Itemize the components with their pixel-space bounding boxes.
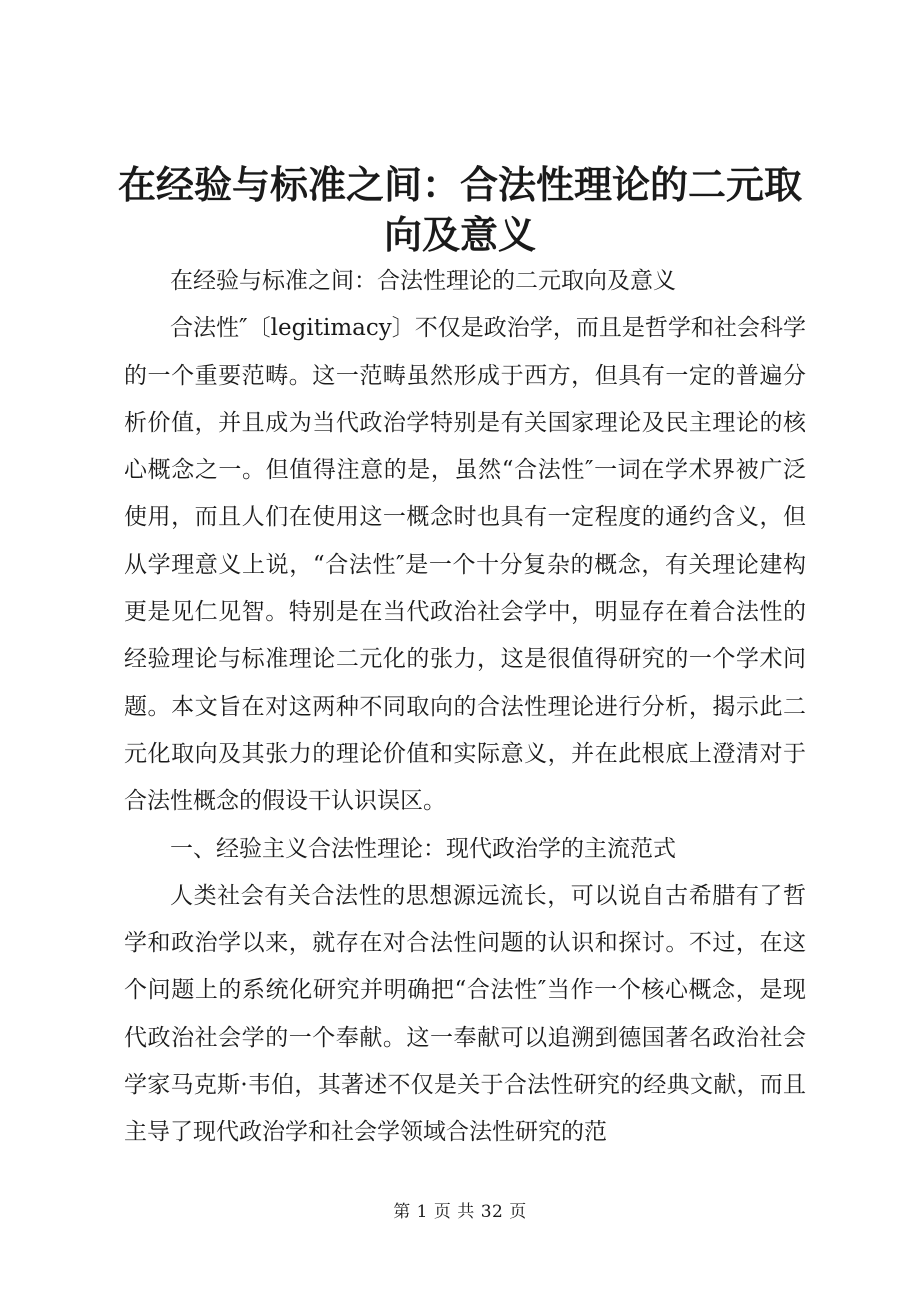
paragraph-intro: 合法性″〔legitimacy〕不仅是政治学，而且是哲学和社会科学的一个重要范畴。这一范畴虽然形成于西方，但具有一定的普遍分析价值，并且成为当代政治学特别是有关国家理论及民主理论的核心概念之一。但值得注意的是，虽然“合法性″一词在学术界被广泛使用，而且人们在使用这一概念时也具有一定程度的通约含义，但从学理意义上说，“合法性″是一个十分复杂的概念，有关理论建构更是见仁见智。特别是在当代政治社会学中，明显存在着合法性的经验理论与标准理论二元化的张力，这是很值得研究的一个学术问题。本文旨在对这两种不同取向的合法性理论进行分析，揭示此二元化取向及其张力的理论价值和实际意义，并在此根底上澄清对于合法性概念的假设干认识误区。 bbox=[124, 315, 806, 815]
page-footer: 第 1 页 共 32 页 bbox=[393, 1202, 527, 1222]
paragraph-section-one: 人类社会有关合法性的思想源远流长，可以说自古希腊有了哲学和政治学以来，就存在对合法性问题的认识和探讨。不过，在这个问题上的系统化研究并明确把“合法性″当作一个核心概念，是现代政治社会学的一个奉献。这一奉献可以追溯到德国著名政治社会学家马克斯·韦伯，其著述不仅是关于合法性研究的经典文献，而且主导了现代政治学和社会学领域合法性研究的范 bbox=[124, 882, 806, 1146]
section-heading: 一、经验主义合法性理论：现代政治学的主流范式 bbox=[170, 835, 676, 862]
document-title: 在经验与标准之间：合法性理论的二元取向及意义 bbox=[117, 162, 802, 257]
paragraph-subtitle: 在经验与标准之间：合法性理论的二元取向及意义 bbox=[170, 268, 676, 294]
document-body bbox=[124, 258, 806, 1157]
